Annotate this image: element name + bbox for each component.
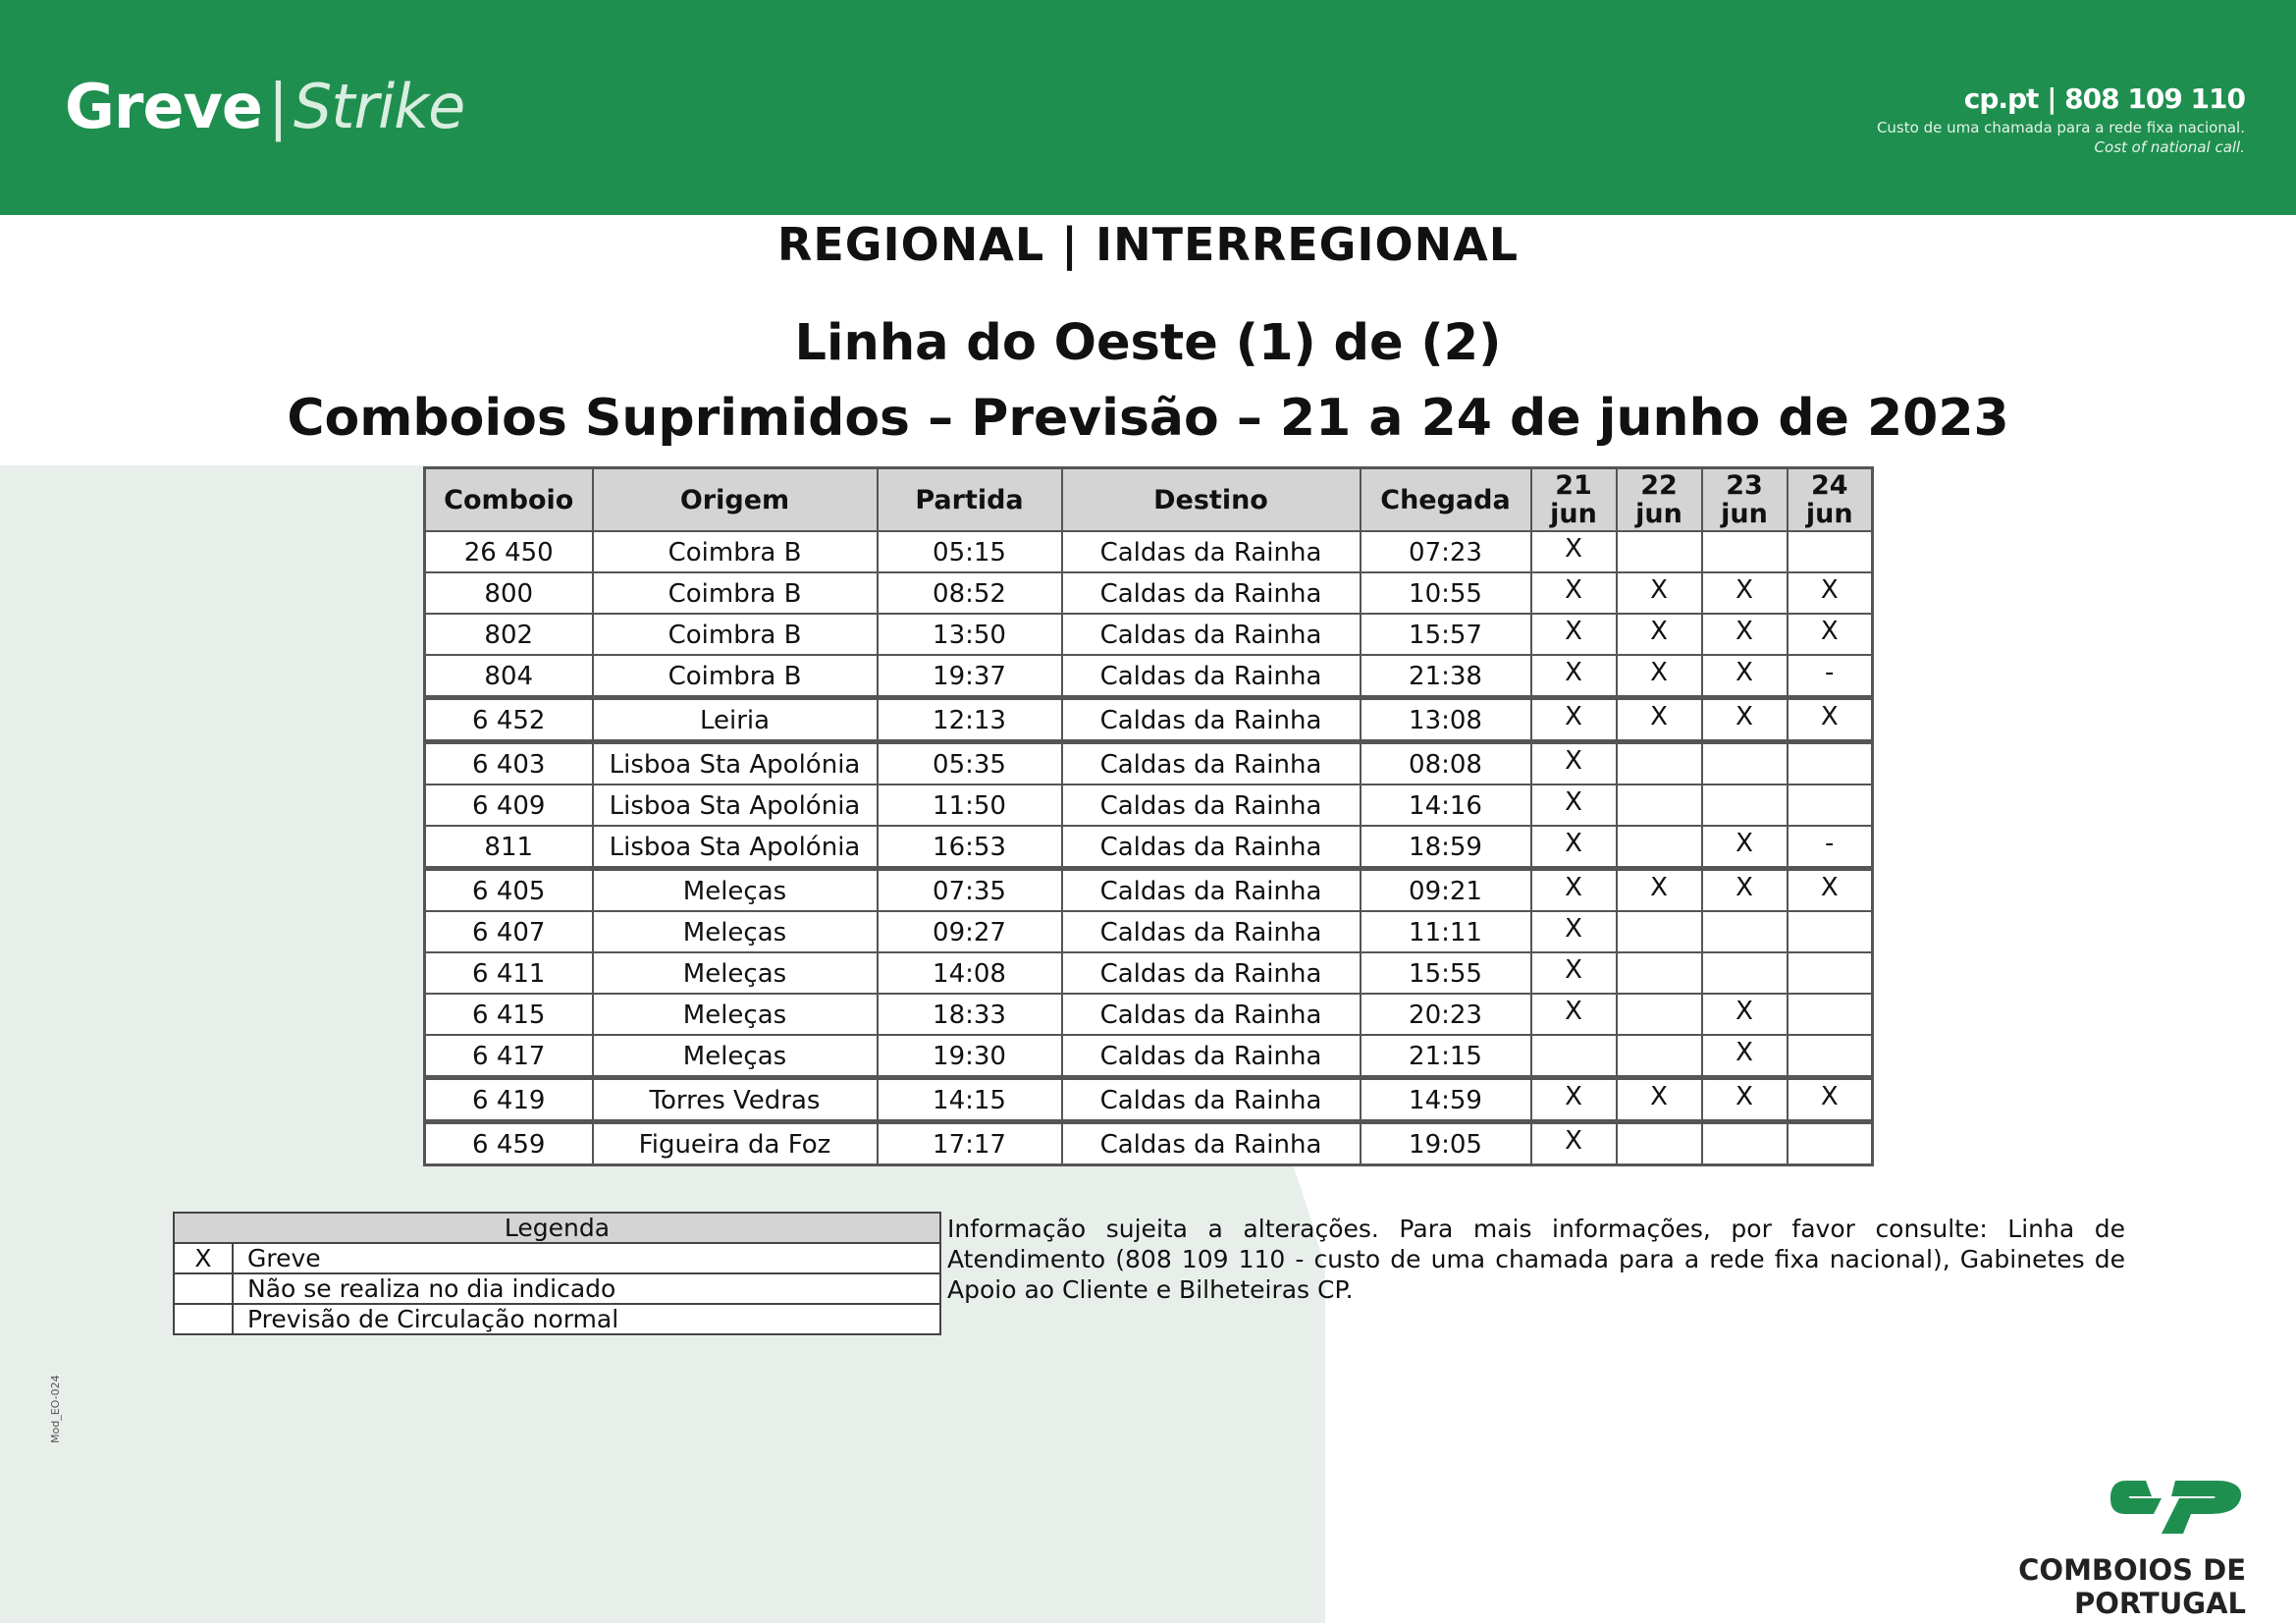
day-status-cell [1531, 1035, 1617, 1078]
legend-symbol [174, 1304, 233, 1334]
day-status-cell: - [1788, 655, 1873, 698]
train-cell: 6 407 [425, 911, 593, 952]
origin-cell: Meleças [593, 952, 878, 994]
legend-row [174, 1243, 940, 1273]
contact-cost-pt: Custo de uma chamada para a rede fixa nacional. [1876, 119, 2245, 136]
table-header-row [425, 468, 1873, 532]
day-status-cell: X [1617, 1078, 1702, 1122]
destination-cell: Caldas da Rainha [1062, 572, 1361, 614]
destination-cell: Caldas da Rainha [1062, 952, 1361, 994]
day-status-cell: X [1702, 614, 1788, 655]
day-status-cell: X [1531, 1122, 1617, 1165]
legend-title: Legenda [174, 1213, 940, 1243]
legend-row [174, 1273, 940, 1304]
departure-cell: 19:37 [878, 655, 1062, 698]
legend-text: Greve [233, 1243, 940, 1273]
train-cell: 6 459 [425, 1122, 593, 1165]
contact-cost-en: Cost of national call. [2094, 138, 2245, 156]
departure-cell: 08:52 [878, 572, 1062, 614]
day-status-cell: X [1702, 1035, 1788, 1078]
day-status-cell: X [1702, 655, 1788, 698]
day-status-cell [1617, 1122, 1702, 1165]
departure-cell: 05:35 [878, 742, 1062, 785]
day-status-cell: X [1617, 614, 1702, 655]
legend-text: Não se realiza no dia indicado [233, 1273, 940, 1304]
brand-alt: Strike [293, 71, 465, 142]
origin-cell: Meleças [593, 869, 878, 912]
col-destination-header: Destino [1062, 468, 1361, 532]
legend-symbol [174, 1273, 233, 1304]
departure-cell: 18:33 [878, 994, 1062, 1035]
table-row [425, 784, 1873, 826]
table-row [425, 698, 1873, 742]
origin-cell: Meleças [593, 994, 878, 1035]
train-cell: 6 452 [425, 698, 593, 742]
brand-main: Greve [65, 71, 262, 142]
arrival-cell: 09:21 [1361, 869, 1531, 912]
day-status-cell [1617, 952, 1702, 994]
departure-cell: 09:27 [878, 911, 1062, 952]
day-status-cell: X [1788, 572, 1873, 614]
day-status-cell: X [1617, 572, 1702, 614]
destination-cell: Caldas da Rainha [1062, 1035, 1361, 1078]
day-status-cell: X [1531, 784, 1617, 826]
day-status-cell [1702, 784, 1788, 826]
origin-cell: Meleças [593, 1035, 878, 1078]
day-status-cell: X [1788, 869, 1873, 912]
train-cell: 6 419 [425, 1078, 593, 1122]
brand-separator: | [267, 71, 288, 142]
col-day-header: 21 jun [1531, 468, 1617, 532]
legend-text: Previsão de Circulação normal [233, 1304, 940, 1334]
arrival-cell: 21:38 [1361, 655, 1531, 698]
day-status-cell [1788, 742, 1873, 785]
col-arrival-header: Chegada [1361, 468, 1531, 532]
arrival-cell: 11:11 [1361, 911, 1531, 952]
train-cell: 802 [425, 614, 593, 655]
train-cell: 6 417 [425, 1035, 593, 1078]
arrival-cell: 10:55 [1361, 572, 1531, 614]
table-row [425, 614, 1873, 655]
legend-table [173, 1212, 941, 1335]
departure-cell: 13:50 [878, 614, 1062, 655]
day-status-cell [1617, 994, 1702, 1035]
arrival-cell: 13:08 [1361, 698, 1531, 742]
origin-cell: Meleças [593, 911, 878, 952]
departure-cell: 12:13 [878, 698, 1062, 742]
table-row [425, 655, 1873, 698]
cp-logo [1912, 1473, 2246, 1620]
col-departure-header: Partida [878, 468, 1062, 532]
table-row [425, 572, 1873, 614]
destination-cell: Caldas da Rainha [1062, 911, 1361, 952]
origin-cell: Lisboa Sta Apolónia [593, 784, 878, 826]
arrival-cell: 07:23 [1361, 531, 1531, 572]
train-cell: 26 450 [425, 531, 593, 572]
train-cell: 6 405 [425, 869, 593, 912]
origin-cell: Lisboa Sta Apolónia [593, 742, 878, 785]
destination-cell: Caldas da Rainha [1062, 531, 1361, 572]
day-status-cell: X [1531, 952, 1617, 994]
day-status-cell: X [1531, 826, 1617, 869]
table-row [425, 1078, 1873, 1122]
table-row [425, 1035, 1873, 1078]
day-status-cell [1617, 911, 1702, 952]
day-status-cell: X [1531, 869, 1617, 912]
arrival-cell: 08:08 [1361, 742, 1531, 785]
day-status-cell: X [1531, 614, 1617, 655]
departure-cell: 14:15 [878, 1078, 1062, 1122]
day-status-cell [1788, 911, 1873, 952]
day-status-cell [1617, 742, 1702, 785]
day-status-cell [1617, 784, 1702, 826]
origin-cell: Coimbra B [593, 531, 878, 572]
day-status-cell: X [1531, 911, 1617, 952]
origin-cell: Coimbra B [593, 655, 878, 698]
table-row [425, 952, 1873, 994]
destination-cell: Caldas da Rainha [1062, 1078, 1361, 1122]
day-status-cell: X [1617, 869, 1702, 912]
day-status-cell: X [1702, 869, 1788, 912]
day-status-cell [1702, 952, 1788, 994]
day-status-cell: X [1531, 572, 1617, 614]
destination-cell: Caldas da Rainha [1062, 826, 1361, 869]
col-day-header: 22 jun [1617, 468, 1702, 532]
train-cell: 6 415 [425, 994, 593, 1035]
train-cell: 804 [425, 655, 593, 698]
table-row [425, 1122, 1873, 1165]
day-status-cell [1702, 531, 1788, 572]
day-status-cell: X [1788, 698, 1873, 742]
suppressed-trains-table [423, 466, 1874, 1166]
origin-cell: Leiria [593, 698, 878, 742]
page-subtitle: Comboios Suprimidos – Previsão – 21 a 24 de junho de 2023 [287, 389, 2009, 448]
destination-cell: Caldas da Rainha [1062, 1122, 1361, 1165]
legend-row [174, 1304, 940, 1334]
arrival-cell: 14:16 [1361, 784, 1531, 826]
train-cell: 6 411 [425, 952, 593, 994]
day-status-cell: X [1531, 698, 1617, 742]
origin-cell: Coimbra B [593, 572, 878, 614]
col-origin-header: Origem [593, 468, 878, 532]
departure-cell: 19:30 [878, 1035, 1062, 1078]
train-cell: 800 [425, 572, 593, 614]
departure-cell: 14:08 [878, 952, 1062, 994]
col-day-header: 23 jun [1702, 468, 1788, 532]
origin-cell: Lisboa Sta Apolónia [593, 826, 878, 869]
destination-cell: Caldas da Rainha [1062, 698, 1361, 742]
info-note: Informação sujeita a alterações. Para mais informações, por favor consulte: Linha de Atendimento (808 109 110 - custo de uma chamada para a rede fixa nacional), Gabinetes de Apoio ao Cliente e Bilheteiras CP. [947, 1215, 2125, 1304]
origin-cell: Coimbra B [593, 614, 878, 655]
day-status-cell: X [1702, 572, 1788, 614]
day-status-cell [1788, 994, 1873, 1035]
col-train-header: Comboio [425, 468, 593, 532]
day-status-cell [1617, 826, 1702, 869]
table-row [425, 826, 1873, 869]
day-status-cell: X [1702, 826, 1788, 869]
destination-cell: Caldas da Rainha [1062, 655, 1361, 698]
destination-cell: Caldas da Rainha [1062, 614, 1361, 655]
header-banner [0, 0, 2296, 215]
day-status-cell: X [1617, 698, 1702, 742]
train-cell: 6 403 [425, 742, 593, 785]
company-name: COMBOIOS DE PORTUGAL [2018, 1553, 2246, 1620]
day-status-cell: X [1702, 994, 1788, 1035]
departure-cell: 17:17 [878, 1122, 1062, 1165]
day-status-cell: X [1617, 655, 1702, 698]
day-status-cell [1788, 531, 1873, 572]
table-row [425, 742, 1873, 785]
day-status-cell [1617, 1035, 1702, 1078]
day-status-cell [1617, 531, 1702, 572]
day-status-cell [1788, 784, 1873, 826]
table-row [425, 869, 1873, 912]
departure-cell: 05:15 [878, 531, 1062, 572]
destination-cell: Caldas da Rainha [1062, 994, 1361, 1035]
day-status-cell: X [1531, 531, 1617, 572]
brand-title [65, 71, 464, 142]
legend-symbol: X [174, 1243, 233, 1273]
arrival-cell: 14:59 [1361, 1078, 1531, 1122]
arrival-cell: 15:55 [1361, 952, 1531, 994]
col-day-header: 24 jun [1788, 468, 1873, 532]
day-status-cell: X [1531, 655, 1617, 698]
day-status-cell: X [1531, 994, 1617, 1035]
day-status-cell: X [1531, 1078, 1617, 1122]
origin-cell: Torres Vedras [593, 1078, 878, 1122]
arrival-cell: 19:05 [1361, 1122, 1531, 1165]
destination-cell: Caldas da Rainha [1062, 784, 1361, 826]
cp-logo-icon [2107, 1473, 2246, 1542]
departure-cell: 16:53 [878, 826, 1062, 869]
service-title: REGIONAL | INTERREGIONAL [776, 218, 1520, 271]
arrival-cell: 18:59 [1361, 826, 1531, 869]
train-cell: 811 [425, 826, 593, 869]
day-status-cell [1788, 1122, 1873, 1165]
departure-cell: 11:50 [878, 784, 1062, 826]
day-status-cell: - [1788, 826, 1873, 869]
table-row [425, 994, 1873, 1035]
day-status-cell: X [1702, 1078, 1788, 1122]
day-status-cell [1788, 1035, 1873, 1078]
day-status-cell [1788, 952, 1873, 994]
line-title: Linha do Oeste (1) de (2) [794, 314, 1502, 372]
day-status-cell: X [1788, 1078, 1873, 1122]
contact-info [1877, 82, 2245, 156]
contact-phone[interactable]: cp.pt | 808 109 110 [1963, 82, 2245, 115]
form-code: Mod_EO-024 [49, 1375, 62, 1443]
table-row [425, 911, 1873, 952]
day-status-cell: X [1702, 698, 1788, 742]
day-status-cell: X [1531, 742, 1617, 785]
departure-cell: 07:35 [878, 869, 1062, 912]
destination-cell: Caldas da Rainha [1062, 742, 1361, 785]
day-status-cell [1702, 911, 1788, 952]
origin-cell: Figueira da Foz [593, 1122, 878, 1165]
table-row [425, 531, 1873, 572]
destination-cell: Caldas da Rainha [1062, 869, 1361, 912]
day-status-cell: X [1788, 614, 1873, 655]
train-cell: 6 409 [425, 784, 593, 826]
arrival-cell: 21:15 [1361, 1035, 1531, 1078]
day-status-cell [1702, 742, 1788, 785]
arrival-cell: 20:23 [1361, 994, 1531, 1035]
day-status-cell [1702, 1122, 1788, 1165]
arrival-cell: 15:57 [1361, 614, 1531, 655]
